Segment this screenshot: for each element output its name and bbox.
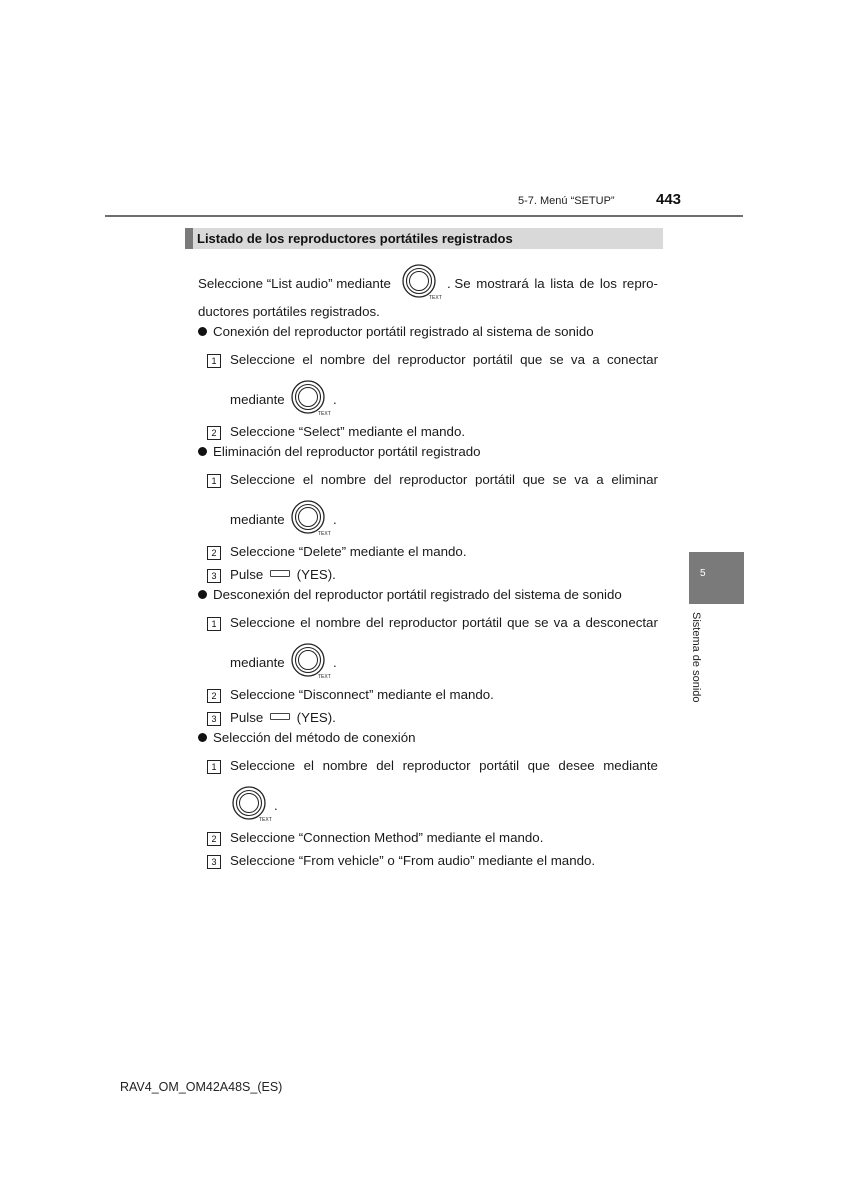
header-section-title: 5-7. Menú “SETUP” [518, 195, 615, 207]
tune-select-knob-icon [287, 378, 335, 418]
bullet-dot-icon [198, 447, 207, 456]
bullet-item: Eliminación del reproductor portátil registrado [198, 444, 481, 459]
bullet-item: Conexión del reproductor portátil registrado al sistema de sonido [198, 324, 594, 339]
step-number-box: 1 [207, 760, 221, 774]
yes-button-icon [270, 570, 290, 577]
chapter-label: Sistema de sonido [690, 612, 702, 703]
intro-line1-start: Seleccione “List audio” mediante [198, 276, 391, 291]
bullet-dot-icon [198, 327, 207, 336]
chapter-tab [689, 552, 744, 604]
bullet-dot-icon [198, 733, 207, 742]
step-text: Pulse (YES). [230, 567, 336, 582]
knob-label: TEXT [318, 674, 331, 680]
step-text: Seleccione “Connection Method” mediante el mando. [230, 830, 544, 845]
chapter-number: 5 [700, 568, 706, 579]
step-continuation: mediante [230, 512, 285, 527]
step-text: Seleccione “From vehicle” o “From audio” mediante el mando. [230, 853, 596, 868]
knob-label: TEXT [259, 817, 272, 823]
step-number-box: 2 [207, 546, 221, 560]
step-number-box: 3 [207, 569, 221, 583]
step-text: Pulse (YES). [230, 710, 336, 725]
step-number-box: 3 [207, 712, 221, 726]
step-number-box: 1 [207, 474, 221, 488]
step-number-box: 2 [207, 689, 221, 703]
step-period: . [274, 798, 278, 813]
step-period: . [333, 392, 337, 407]
knob-label: TEXT [318, 531, 331, 537]
bullet-item: Selección del método de conexión [198, 730, 416, 745]
bullet-item: Desconexión del reproductor portátil registrado del sistema de sonido [198, 587, 622, 602]
step-number-box: 3 [207, 855, 221, 869]
step-text: Seleccione “Disconnect” mediante el mando. [230, 687, 494, 702]
step-text: Seleccione el nombre del reproductor portátil que se va a eliminar [230, 472, 658, 487]
section-title: Listado de los reproductores portátiles registrados [197, 231, 513, 246]
footer-document-code: RAV4_OM_OM42A48S_(ES) [120, 1080, 283, 1094]
step-period: . [333, 512, 337, 527]
bullet-dot-icon [198, 590, 207, 599]
yes-button-icon [270, 713, 290, 720]
header-rule [105, 215, 743, 217]
tune-select-knob-icon [228, 784, 276, 824]
knob-label: TEXT [429, 295, 442, 301]
step-text: Seleccione el nombre del reproductor portátil que se va a desconectar [230, 615, 658, 630]
step-text: Seleccione “Delete” mediante el mando. [230, 544, 467, 559]
step-text: Seleccione “Select” mediante el mando. [230, 424, 466, 439]
step-period: . [333, 655, 337, 670]
step-text: Seleccione el nombre del reproductor portátil que se va a conectar [230, 352, 658, 367]
step-number-box: 1 [207, 617, 221, 631]
knob-label: TEXT [318, 411, 331, 417]
intro-line1-end: . Se mostrará la lista de los repro- [447, 276, 658, 291]
step-continuation: mediante [230, 655, 285, 670]
section-title-marker [185, 228, 193, 249]
page-number: 443 [656, 191, 682, 208]
tune-select-knob-icon [287, 498, 335, 538]
tune-select-knob-icon [398, 262, 446, 302]
tune-select-knob-icon [287, 641, 335, 681]
section-title-band [185, 228, 663, 249]
step-text: Seleccione el nombre del reproductor portátil que desee mediante [230, 758, 658, 773]
intro-line2: ductores portátiles registrados. [198, 304, 380, 319]
step-number-box: 2 [207, 832, 221, 846]
step-number-box: 1 [207, 354, 221, 368]
step-number-box: 2 [207, 426, 221, 440]
step-continuation: mediante [230, 392, 285, 407]
